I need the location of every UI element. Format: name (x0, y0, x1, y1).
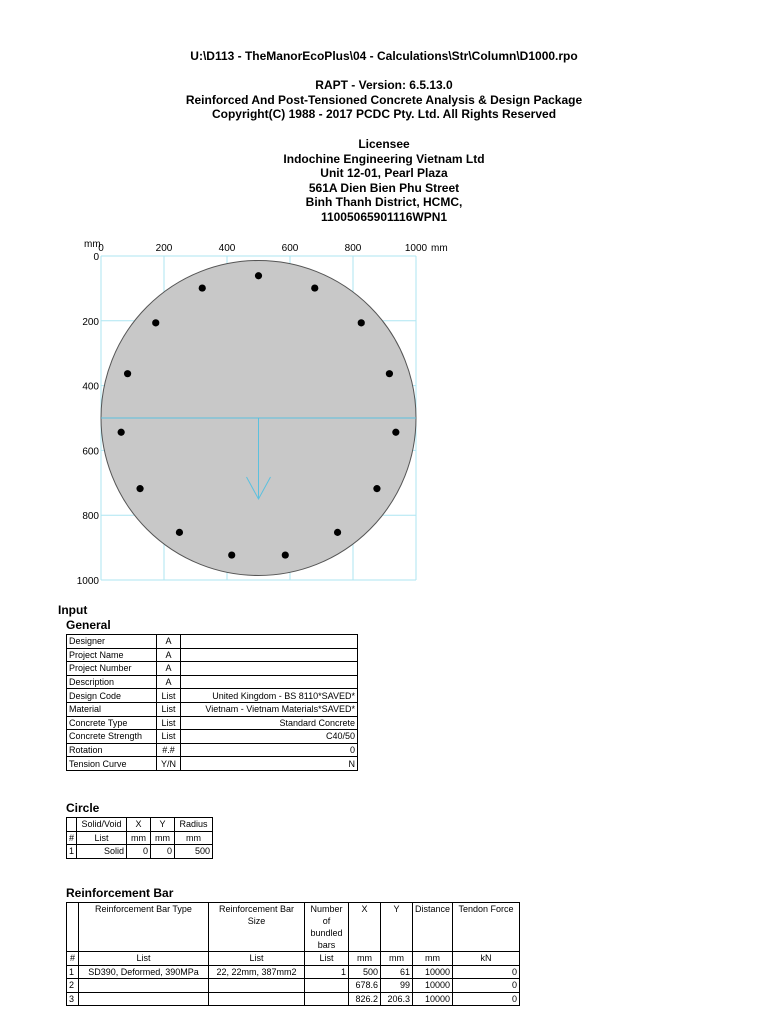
rb-header-force: Tendon Force (453, 903, 520, 952)
circle-hash: # (67, 831, 77, 845)
rb-row-number: 3 (67, 992, 79, 1006)
program-info (0, 78, 768, 122)
general-value: 0 (181, 743, 358, 757)
rb-row-force: 0 (453, 965, 520, 979)
rb-header-type: Reinforcement Bar Type (79, 903, 209, 952)
table-row (67, 662, 358, 676)
general-table (66, 634, 358, 771)
circle-row-number: 1 (67, 845, 77, 859)
general-heading: General (66, 618, 111, 632)
circle-header-x: X (127, 818, 151, 832)
rb-row-type (79, 979, 209, 993)
circle-unit-radius: mm (175, 831, 213, 845)
circle-header-y: Y (151, 818, 175, 832)
licensee-block (0, 137, 768, 224)
licensee-label: Licensee (358, 137, 410, 151)
circle-table (66, 817, 213, 859)
rb-row-y: 99 (381, 979, 413, 993)
reinforcement-bar-dot (199, 284, 206, 291)
input-heading: Input (58, 603, 88, 617)
package-text: Reinforced And Post-Tensioned Concrete Analysis & Design Package (185, 92, 583, 107)
general-label: Tension Curve (67, 757, 157, 771)
general-label: Concrete Type (67, 716, 157, 730)
y-tick-label: 1000 (76, 576, 99, 587)
general-type: A (157, 635, 181, 649)
circle-unit-x: mm (127, 831, 151, 845)
file-path-text: U:\D113 - TheManorEcoPlus\04 - Calculations\Str\Column\D1000.rpo (190, 49, 578, 63)
rb-row-distance: 10000 (413, 979, 453, 993)
table-row (67, 992, 520, 1006)
rb-row-y: 206.3 (381, 992, 413, 1006)
circle-row-type: Solid (77, 845, 127, 859)
rb-row-bundled (305, 979, 349, 993)
general-type: List (157, 716, 181, 730)
general-value: Standard Concrete (181, 716, 358, 730)
x-tick-label: 200 (155, 243, 173, 254)
licensee-address3: Binh Thanh District, HCMC, (305, 195, 463, 209)
general-label: Design Code (67, 689, 157, 703)
circle-unit-y: mm (151, 831, 175, 845)
rb-row-force: 0 (453, 979, 520, 993)
table-row (67, 648, 358, 662)
general-type: A (157, 648, 181, 662)
rb-hash: # (67, 952, 79, 966)
rb-row-size (209, 979, 305, 993)
reinforcement-heading: Reinforcement Bar (66, 886, 174, 900)
x-tick-label: 800 (344, 243, 362, 254)
rb-row-bundled: 1 (305, 965, 349, 979)
x-tick-label: 0 (98, 243, 104, 254)
general-value (181, 648, 358, 662)
copyright-text: Copyright(C) 1988 - 2017 PCDC Pty. Ltd. All Rights Reserved (211, 107, 557, 121)
x-tick-label: 1000 (404, 243, 428, 254)
reinforcement-bar-dot (373, 485, 380, 492)
table-row (67, 635, 358, 649)
license-id: 11005065901116WPN1 (320, 209, 448, 224)
table-row (67, 689, 358, 703)
licensee-company: Indochine Engineering Vietnam Ltd (283, 151, 485, 166)
circle-header-radius: Radius (175, 818, 213, 832)
y-tick-label: 600 (82, 446, 99, 458)
rb-unit-x: mm (349, 952, 381, 966)
general-label: Material (67, 702, 157, 716)
y-tick-label: 400 (82, 381, 99, 393)
general-value (181, 675, 358, 689)
file-path (0, 49, 768, 64)
rb-row-x: 678.6 (349, 979, 381, 993)
rb-row-force: 0 (453, 992, 520, 1006)
reinforcement-bar-dot (176, 529, 183, 536)
circle-row-y: 0 (151, 845, 175, 859)
circle-row-radius: 500 (175, 845, 213, 859)
rb-row-bundled (305, 992, 349, 1006)
general-type: A (157, 662, 181, 676)
reinforcement-bar-dot (311, 284, 318, 291)
rb-unit-distance: mm (413, 952, 453, 966)
reinforcement-bar-dot (124, 370, 131, 377)
general-value (181, 635, 358, 649)
general-label: Rotation (67, 743, 157, 757)
y-tick-labels (77, 252, 100, 587)
y-tick-label: 0 (93, 252, 99, 263)
general-type: #.# (157, 743, 181, 757)
circle-heading: Circle (66, 801, 100, 815)
rb-unit-y: mm (381, 952, 413, 966)
general-label: Concrete Strength (67, 730, 157, 744)
x-tick-label: 600 (281, 243, 299, 254)
rb-header-blank (67, 903, 79, 952)
reinforcement-bar-dot (136, 485, 143, 492)
rb-header-distance: Distance (413, 903, 453, 952)
version-text: RAPT - Version: 6.5.13.0 (315, 78, 453, 92)
rb-header-y: Y (381, 903, 413, 952)
rb-row-type: SD390, Deformed, 390MPa (79, 965, 209, 979)
column-section-plot (0, 235, 460, 595)
licensee-address1: Unit 12-01, Pearl Plaza (320, 166, 448, 180)
y-tick-label: 800 (82, 511, 99, 523)
rb-unit-size: List (209, 952, 305, 966)
general-value: United Kingdom - BS 8110*SAVED* (181, 689, 358, 703)
general-value: N (181, 757, 358, 771)
general-value (181, 662, 358, 676)
reinforcement-table (66, 902, 520, 1006)
reinforcement-bar-dot (386, 370, 393, 377)
general-label: Description (67, 675, 157, 689)
rb-row-distance: 10000 (413, 965, 453, 979)
rb-row-size (209, 992, 305, 1006)
general-type: List (157, 702, 181, 716)
x-axis-unit: mm (431, 243, 448, 254)
general-label: Designer (67, 635, 157, 649)
rb-header-size: Reinforcement Bar Size (209, 903, 305, 952)
general-type: List (157, 730, 181, 744)
reinforcement-bar-dot (282, 551, 289, 558)
rb-row-type (79, 992, 209, 1006)
table-row (67, 716, 358, 730)
y-axis-unit: mm (84, 239, 101, 250)
rb-row-number: 2 (67, 979, 79, 993)
general-value: Vietnam - Vietnam Materials*SAVED* (181, 702, 358, 716)
circle-unit-type: List (77, 831, 127, 845)
licensee-address2: 561A Dien Bien Phu Street (308, 180, 460, 195)
reinforcement-bar-dot (358, 319, 365, 326)
table-row (67, 675, 358, 689)
rb-row-y: 61 (381, 965, 413, 979)
general-type: A (157, 675, 181, 689)
general-label: Project Number (67, 662, 157, 676)
reinforcement-bar-dot (152, 319, 159, 326)
rb-unit-bundled: List (305, 952, 349, 966)
rb-row-x: 826.2 (349, 992, 381, 1006)
rb-row-x: 500 (349, 965, 381, 979)
circle-header-type: Solid/Void (77, 818, 127, 832)
rb-unit-type: List (79, 952, 209, 966)
table-row (67, 845, 213, 859)
x-tick-labels (98, 243, 427, 254)
y-tick-label: 200 (82, 316, 99, 328)
reinforcement-bar-dot (255, 272, 262, 279)
circle-row-x: 0 (127, 845, 151, 859)
general-type: Y/N (157, 757, 181, 771)
rb-header-x: X (349, 903, 381, 952)
x-tick-label: 400 (218, 243, 236, 254)
table-row (67, 730, 358, 744)
rb-row-size: 22, 22mm, 387mm2 (209, 965, 305, 979)
rb-unit-force: kN (453, 952, 520, 966)
table-row (67, 757, 358, 771)
table-row (67, 702, 358, 716)
general-label: Project Name (67, 648, 157, 662)
table-row (67, 965, 520, 979)
table-row (67, 743, 358, 757)
reinforcement-bar-dot (334, 529, 341, 536)
general-type: List (157, 689, 181, 703)
reinforcement-bar-dot (392, 429, 399, 436)
rb-row-number: 1 (67, 965, 79, 979)
reinforcement-bar-dot (118, 429, 125, 436)
circle-header-blank (67, 818, 77, 832)
general-value: C40/50 (181, 730, 358, 744)
rb-header-bundled: Number of bundled bars (305, 903, 349, 952)
table-row (67, 979, 520, 993)
rb-row-distance: 10000 (413, 992, 453, 1006)
reinforcement-bar-dot (228, 551, 235, 558)
